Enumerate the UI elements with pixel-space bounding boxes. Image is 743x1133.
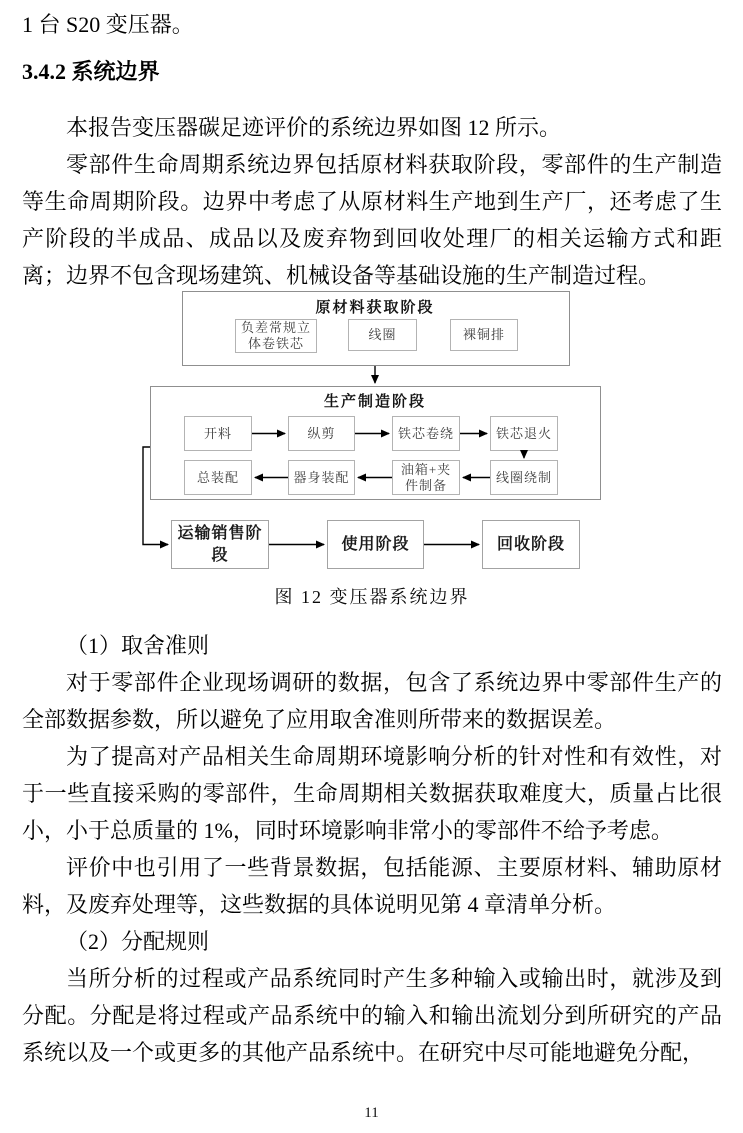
flowchart-diagram bbox=[140, 288, 610, 570]
page-number: 11 bbox=[364, 1105, 379, 1121]
box-body-assembly: 器身装配 bbox=[288, 460, 355, 495]
box-core-winding: 铁芯卷绕 bbox=[392, 416, 460, 451]
paragraph: 零部件生命周期系统边界包括原材料获取阶段，零部件的生产制造等生命周期阶段。边界中考虑了从原材料生产地到生产厂，还考虑了生产阶段的半成品、成品以及废弃物到回收处理厂的相关运输方式和距离；边界不包含现场建筑、机械设备等基础设施的生产制造过程。 bbox=[22, 152, 722, 288]
box-cutting: 开料 bbox=[184, 416, 252, 451]
subitem-heading: （1）取舍准则 bbox=[66, 633, 210, 658]
box-slitting: 纵剪 bbox=[288, 416, 355, 451]
box-coil: 线圈 bbox=[348, 319, 417, 351]
paragraph: 当所分析的过程或产品系统同时产生多种输入或输出时，就涉及到分配。分配是将过程或产品系统中的输入和输出流划分到所研究的产品系统以及一个或更多的其他产品系统中。在研究中尽可能地避免分配， bbox=[22, 966, 722, 1065]
paragraph: 本报告变压器碳足迹评价的系统边界如图 12 所示。 bbox=[66, 115, 562, 140]
figure-system-boundary bbox=[22, 288, 722, 609]
box-core-annealing: 铁芯退火 bbox=[490, 416, 558, 451]
stage-manufacturing-title: 生产制造阶段 bbox=[323, 394, 426, 410]
subitem-heading: （2）分配规则 bbox=[66, 929, 210, 954]
box-tank-clamp-preparation: 油箱+夹件制备 bbox=[392, 460, 460, 495]
box-coil-winding: 线圈绕制 bbox=[490, 460, 558, 495]
paragraph: 评价中也引用了一些背景数据，包括能源、主要原材料、辅助原材料，及废弃处理等，这些数据的具体说明见第 4 章清单分析。 bbox=[22, 855, 722, 917]
box-final-assembly: 总装配 bbox=[184, 460, 252, 495]
box-bare-copper-bar: 裸铜排 bbox=[450, 319, 518, 351]
figure-caption: 图 12 变压器系统边界 bbox=[274, 587, 470, 607]
box-wound-iron-core: 负差常规立体卷铁芯 bbox=[235, 319, 317, 353]
section-heading: 3.4.2 系统边界 bbox=[22, 59, 160, 84]
leading-paragraph: 1 台 S20 变压器。 bbox=[22, 12, 194, 37]
paragraph: 为了提高对产品相关生命周期环境影响分析的针对性和有效性，对于一些直接采购的零部件，生命周期相关数据获取难度大，质量占比很小，小于总质量的 1%，同时环境影响非常小的零部件不给予考虑。 bbox=[22, 744, 722, 843]
paragraph: 对于零部件企业现场调研的数据，包含了系统边界中零部件生产的全部数据参数，所以避免了应用取舍准则所带来的数据误差。 bbox=[22, 670, 722, 732]
stage-raw-material-title: 原材料获取阶段 bbox=[315, 300, 435, 316]
box-recycling-stage: 回收阶段 bbox=[482, 520, 580, 569]
box-transport-sales-stage: 运输销售阶段 bbox=[171, 520, 269, 569]
box-use-stage: 使用阶段 bbox=[327, 520, 424, 569]
